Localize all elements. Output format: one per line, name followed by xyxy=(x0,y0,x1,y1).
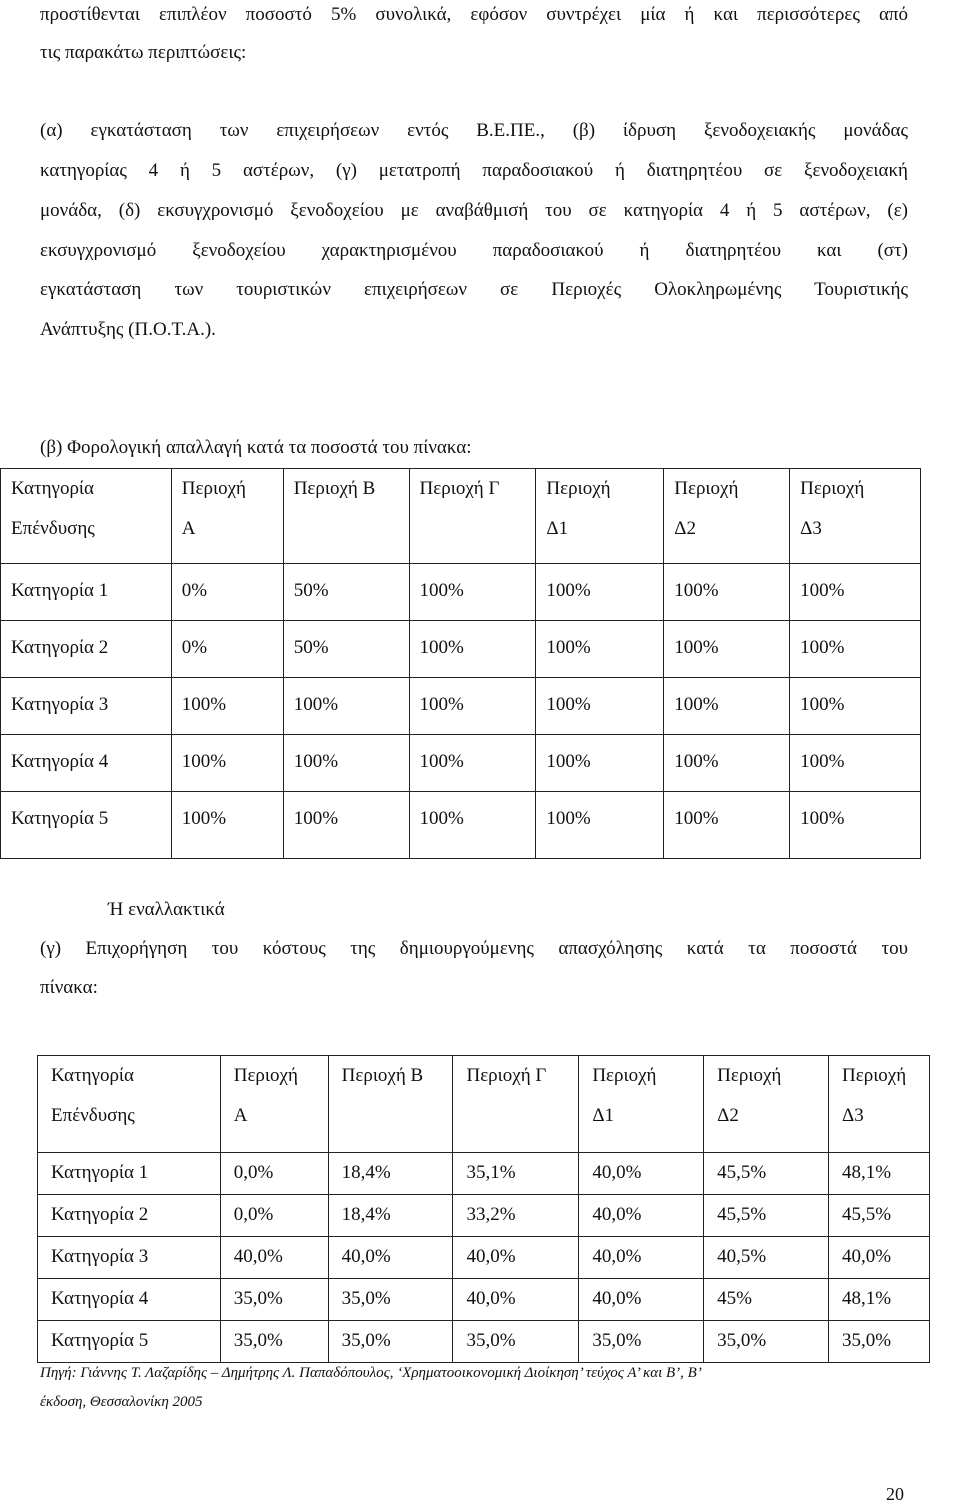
table-cell: 100% xyxy=(790,792,921,859)
table-cell: 100% xyxy=(790,621,921,678)
header-cell: Περιοχή Δ3 xyxy=(790,469,921,564)
table-cell: 40,0% xyxy=(220,1237,328,1279)
table-cell: 100% xyxy=(536,621,664,678)
header-cell: Περιοχή Δ2 xyxy=(664,469,790,564)
table-row xyxy=(38,1237,930,1279)
table-cell: Κατηγορία 2 xyxy=(38,1195,221,1237)
alternative-label: Ή εναλλακτικά xyxy=(108,899,225,920)
table-row xyxy=(1,621,921,678)
table-row xyxy=(38,1153,930,1195)
table-cell: 100% xyxy=(171,792,283,859)
table-cell: 0% xyxy=(171,564,283,621)
table-cell: Κατηγορία 3 xyxy=(1,678,172,735)
cases-line-5: εγκατάσταση των τουριστικών επιχειρήσεων σε Περιοχές Ολοκληρωμένης Τουριστικής xyxy=(40,279,908,300)
header-cell: Περιοχή Δ2 xyxy=(704,1056,829,1153)
table-cell: 40,0% xyxy=(829,1237,930,1279)
table-cell: 100% xyxy=(171,735,283,792)
table-cell: Κατηγορία 1 xyxy=(38,1153,221,1195)
table-cell: 35,0% xyxy=(829,1321,930,1363)
table-cell: 0% xyxy=(171,621,283,678)
table-cell: Κατηγορία 4 xyxy=(38,1279,221,1321)
table-cell: 100% xyxy=(664,621,790,678)
table-cell: 100% xyxy=(283,735,409,792)
table-cell: 100% xyxy=(409,678,536,735)
table-row xyxy=(38,1279,930,1321)
header-cell: Περιοχή Δ1 xyxy=(536,469,664,564)
table1-caption: (β) Φορολογική απαλλαγή κατά τα ποσοστά του πίνακα: xyxy=(40,437,472,458)
table-cell: 40,0% xyxy=(579,1279,704,1321)
header-cell: Κατηγορία Επένδυσης xyxy=(1,469,172,564)
table2-caption-line-1: (γ) Επιχορήγηση του κόστους της δημιουργούμενης απασχόλησης κατά τα ποσοστά του xyxy=(40,938,908,959)
table-cell: 100% xyxy=(664,678,790,735)
table-row xyxy=(1,678,921,735)
table-cell: 48,1% xyxy=(829,1153,930,1195)
intro-line-1: προστίθενται επιπλέον ποσοστό 5% συνολικά, εφόσον συντρέχει μία ή και περισσότερες από xyxy=(40,4,908,25)
table-cell: 35,0% xyxy=(579,1321,704,1363)
table-cell: 40,0% xyxy=(579,1153,704,1195)
table-cell: 35,0% xyxy=(453,1321,579,1363)
table-cell: 100% xyxy=(536,678,664,735)
table-cell: 100% xyxy=(171,678,283,735)
table-cell: 40,0% xyxy=(453,1279,579,1321)
table-cell: Κατηγορία 4 xyxy=(1,735,172,792)
table-cell: 35,0% xyxy=(328,1279,453,1321)
table-cell: 45% xyxy=(704,1279,829,1321)
table-cell: 40,0% xyxy=(328,1237,453,1279)
header-cell: Περιοχή Δ3 xyxy=(829,1056,930,1153)
employment-subsidy-table xyxy=(37,1055,930,1363)
intro-line-2: τις παρακάτω περιπτώσεις: xyxy=(40,42,247,63)
table-header-row xyxy=(38,1056,930,1153)
table-row xyxy=(38,1195,930,1237)
table-row xyxy=(1,735,921,792)
table-cell: 100% xyxy=(283,792,409,859)
cases-line-3: μονάδα, (δ) εκσυγχρονισμό ξενοδοχείου με αναβάθμισή του σε κατηγορία 4 ή 5 αστέρων, (ε) xyxy=(40,200,908,221)
table-cell: 100% xyxy=(409,792,536,859)
table2-caption-line-2: πίνακα: xyxy=(40,977,98,998)
table-cell: 100% xyxy=(536,564,664,621)
table-cell: 40,0% xyxy=(579,1195,704,1237)
table-cell: 100% xyxy=(536,735,664,792)
table-cell: 18,4% xyxy=(328,1195,453,1237)
table-cell: 100% xyxy=(664,792,790,859)
header-cell: Περιοχή Δ1 xyxy=(579,1056,704,1153)
table-cell: 40,0% xyxy=(579,1237,704,1279)
table-cell: 0,0% xyxy=(220,1195,328,1237)
table-cell: 100% xyxy=(283,678,409,735)
tax-exemption-table xyxy=(0,468,921,859)
table-cell: 100% xyxy=(664,564,790,621)
table-row xyxy=(38,1321,930,1363)
table-row xyxy=(1,792,921,859)
table-cell: 100% xyxy=(409,564,536,621)
header-cell: Περιοχή Β xyxy=(283,469,409,564)
table-cell: 35,0% xyxy=(704,1321,829,1363)
table-cell: 40,5% xyxy=(704,1237,829,1279)
table-cell: 50% xyxy=(283,564,409,621)
cases-line-2: κατηγορίας 4 ή 5 αστέρων, (γ) μετατροπή παραδοσιακού ή διατηρητέου σε ξενοδοχειακή xyxy=(40,160,908,181)
table-cell: Κατηγορία 5 xyxy=(38,1321,221,1363)
header-cell: Κατηγορία Επένδυσης xyxy=(38,1056,221,1153)
table-cell: 35,0% xyxy=(328,1321,453,1363)
table-cell: 45,5% xyxy=(704,1195,829,1237)
table-cell: 35,0% xyxy=(220,1321,328,1363)
table-cell: 50% xyxy=(283,621,409,678)
table-cell: 100% xyxy=(409,621,536,678)
cases-line-6: Ανάπτυξης (Π.Ο.Τ.Α.). xyxy=(40,319,216,340)
table-cell: Κατηγορία 5 xyxy=(1,792,172,859)
table-cell: 100% xyxy=(536,792,664,859)
table-cell: 33,2% xyxy=(453,1195,579,1237)
page-number: 20 xyxy=(886,1484,904,1504)
table-cell: 45,5% xyxy=(704,1153,829,1195)
header-cell: Περιοχή Γ xyxy=(453,1056,579,1153)
header-cell: Περιοχή Α xyxy=(171,469,283,564)
table-cell: Κατηγορία 1 xyxy=(1,564,172,621)
table-cell: 35,1% xyxy=(453,1153,579,1195)
header-cell: Περιοχή Α xyxy=(220,1056,328,1153)
table-cell: 100% xyxy=(409,735,536,792)
table-cell: 100% xyxy=(790,564,921,621)
table-cell: Κατηγορία 2 xyxy=(1,621,172,678)
source-line-1: Πηγή: Γιάννης Τ. Λαζαρίδης – Δημήτρης Λ. Παπαδόπουλος, ‘Χρηματοοικονομική Διοίκηση’ τεύχος Α’ και Β’, Β’ xyxy=(40,1365,702,1381)
header-cell: Περιοχή Β xyxy=(328,1056,453,1153)
cases-line-4: εκσυγχρονισμό ξενοδοχείου χαρακτηρισμένου παραδοσιακού ή διατηρητέου και (στ) xyxy=(40,240,908,261)
table-cell: 40,0% xyxy=(453,1237,579,1279)
table-cell: 48,1% xyxy=(829,1279,930,1321)
table-cell: 100% xyxy=(790,678,921,735)
table-cell: 18,4% xyxy=(328,1153,453,1195)
table-cell: 45,5% xyxy=(829,1195,930,1237)
table-cell: 35,0% xyxy=(220,1279,328,1321)
table-cell: 100% xyxy=(790,735,921,792)
table-row xyxy=(1,564,921,621)
table-header-row xyxy=(1,469,921,564)
cases-line-1: (α) εγκατάσταση των επιχειρήσεων εντός Β.Ε.ΠΕ., (β) ίδρυση ξενοδοχειακής μονάδας xyxy=(40,120,908,141)
table-cell: 0,0% xyxy=(220,1153,328,1195)
table-cell: 100% xyxy=(664,735,790,792)
source-line-2: έκδοση, Θεσσαλονίκη 2005 xyxy=(40,1394,203,1410)
header-cell: Περιοχή Γ xyxy=(409,469,536,564)
table-cell: Κατηγορία 3 xyxy=(38,1237,221,1279)
